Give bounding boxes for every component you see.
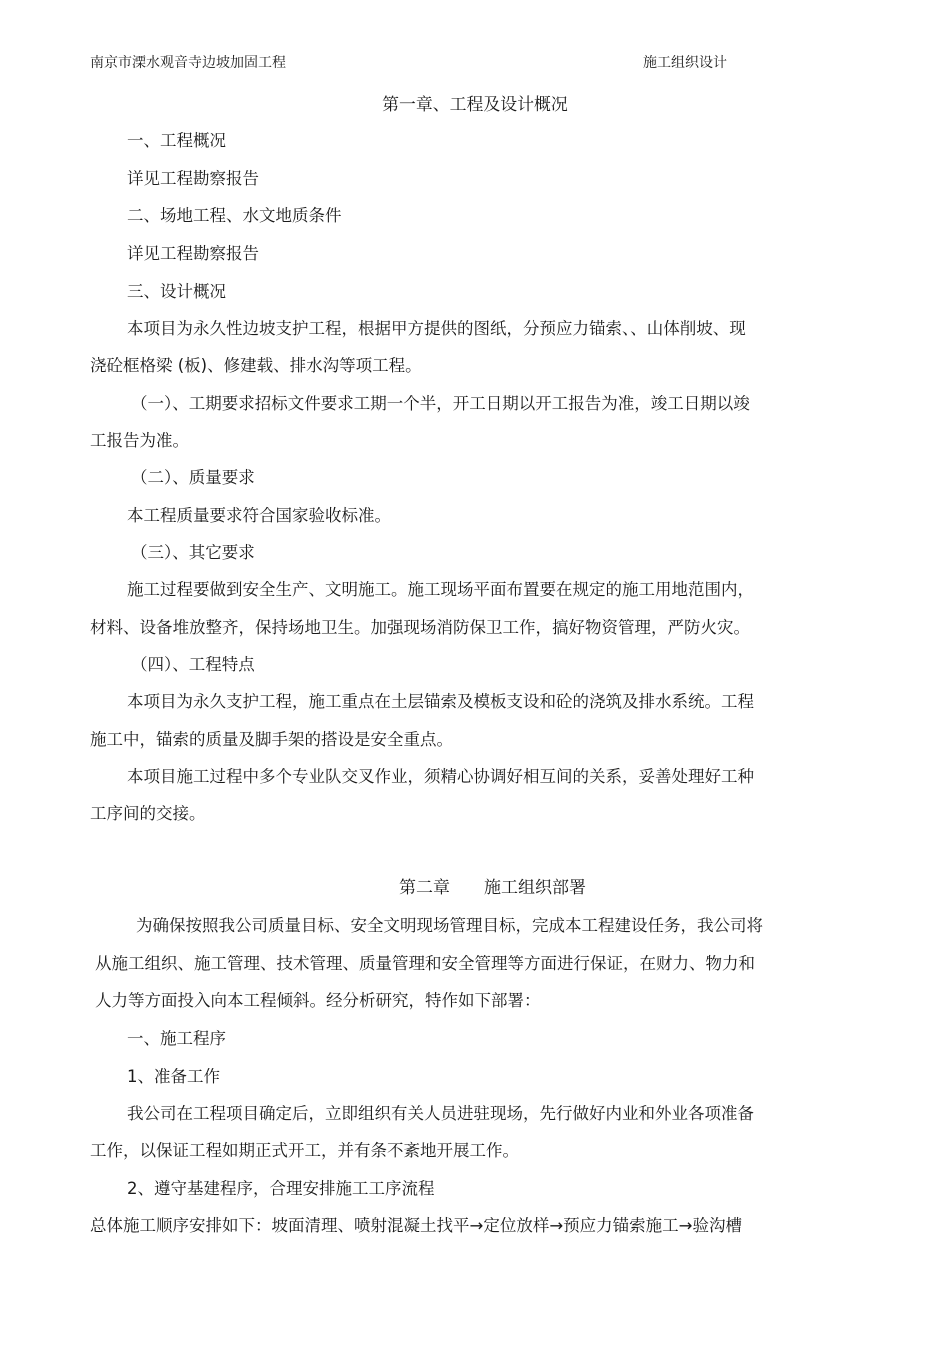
deployment-intro-line-2: 从施工组织、施工管理、技术管理、质量管理和安全管理等方面进行保证，在财力、物力和 <box>95 954 755 973</box>
preparation-line-2: 工作，以保证工程如期正式开工，并有条不紊地开展工作。 <box>90 1141 519 1160</box>
construction-procedure-heading: 一、施工程序 <box>127 1029 226 1048</box>
procedure-flow-heading: 2、遵守基建程序，合理安排施工工序流程 <box>127 1179 435 1198</box>
section-1-body: 详见工程勘察报告 <box>127 169 259 188</box>
schedule-requirement-line-2: 工报告为准。 <box>90 431 189 450</box>
quality-requirement-body: 本工程质量要求符合国家验收标准。 <box>127 506 391 525</box>
preparation-heading: 1、准备工作 <box>127 1067 220 1086</box>
project-features-paragraph-2-line-2: 工序间的交接。 <box>90 804 206 823</box>
schedule-requirement-line-1: （一）、工期要求招标文件要求工期一个半，开工日期以开工报告为准，竣工日期以竣 <box>131 394 750 413</box>
header-project-name: 南京市溧水观音寺边坡加固工程 <box>90 55 286 71</box>
section-3-heading: 三、设计概况 <box>127 282 226 301</box>
other-requirements-heading: （三）、其它要求 <box>131 543 255 562</box>
deployment-intro-line-3: 人力等方面投入向本工程倾斜。经分析研究，特作如下部署： <box>95 991 541 1010</box>
header-document-type: 施工组织设计 <box>643 55 727 71</box>
section-2-heading: 二、场地工程、水文地质条件 <box>127 206 342 225</box>
procedure-flow-line-1: 总体施工顺序安排如下：坡面清理、喷射混凝土找平→定位放样→预应力锚索施工→验沟槽 <box>90 1216 742 1235</box>
chapter-2-name: 施工组织部署 <box>484 878 586 898</box>
chapter-2-number: 第二章 <box>399 878 450 898</box>
deployment-intro-line-1: 为确保按照我公司质量目标、安全文明现场管理目标，完成本工程建设任务，我公司将 <box>136 916 763 935</box>
project-features-paragraph-1-line-2: 施工中，锚索的质量及脚手架的搭设是安全重点。 <box>90 730 453 749</box>
project-features-heading: （四）、工程特点 <box>131 655 255 674</box>
other-requirements-line-1: 施工过程要做到安全生产、文明施工。施工现场平面布置要在规定的施工用地范围内， <box>127 580 754 599</box>
quality-requirement-heading: （二）、质量要求 <box>131 468 255 487</box>
preparation-line-1: 我公司在工程项目确定后，立即组织有关人员进驻现场，先行做好内业和外业各项准备 <box>127 1104 754 1123</box>
design-overview-paragraph-line-1: 本项目为永久性边坡支护工程，根据甲方提供的图纸，分预应力锚索、、山体削坡、现 <box>127 319 746 338</box>
design-overview-paragraph-line-2: 浇砼框格梁 (板)、修建载、排水沟等项工程。 <box>90 356 422 375</box>
other-requirements-line-2: 材料、设备堆放整齐，保持场地卫生。加强现场消防保卫工作，搞好物资管理，严防火灾。 <box>90 618 750 637</box>
chapter-1-title: 第一章、工程及设计概况 <box>382 94 568 114</box>
section-1-heading: 一、工程概况 <box>127 131 226 150</box>
project-features-paragraph-2-line-1: 本项目施工过程中多个专业队交叉作业，须精心协调好相互间的关系，妥善处理好工种 <box>127 767 754 786</box>
project-features-paragraph-1-line-1: 本项目为永久支护工程，施工重点在土层锚索及模板支设和砼的浇筑及排水系统。工程 <box>127 692 754 711</box>
section-2-body: 详见工程勘察报告 <box>127 244 259 263</box>
chapter-2-title <box>399 877 586 899</box>
